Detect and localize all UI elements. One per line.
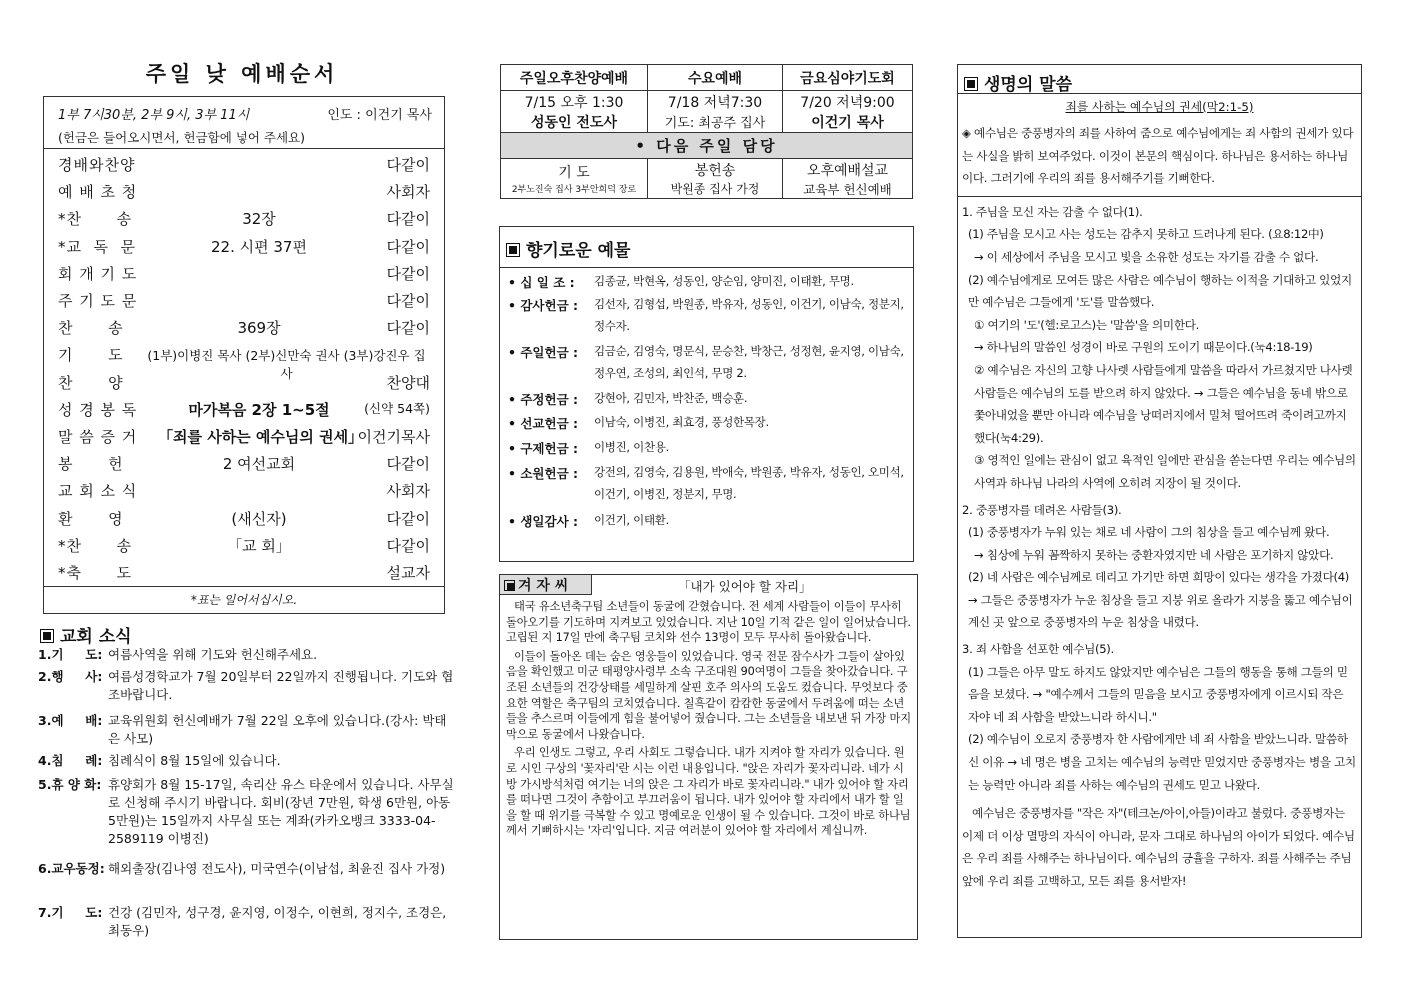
essay-body xyxy=(506,599,911,842)
news-item xyxy=(38,860,458,896)
worship-order-row xyxy=(58,287,430,313)
schedule-header: 수요예배 xyxy=(648,65,783,91)
order-item-name: *축 도 xyxy=(58,564,133,582)
order-item-person: 다같이 xyxy=(386,319,430,338)
square-bullet-icon xyxy=(40,629,54,643)
offerings-heading xyxy=(506,236,630,261)
worship-order-row xyxy=(58,369,430,395)
order-item-name: 기 도 xyxy=(58,346,124,365)
divider xyxy=(44,586,444,587)
offering-label-text: 주일헌금 : xyxy=(520,345,578,360)
essay-paragraph: 태국 유소년축구팀 소년들이 동굴에 갇혔습니다. 전 세계 사람들이 이들이 무사히 돌아오기를 기도하며 지켜보고 있었습니다. 지난 10일 기적 같은 일이 일어났습니다. 고립된 지 17일 만에 축구팀 코치와 선수 13명이 모두 무사히 돌아왔습니다. xyxy=(506,600,911,645)
order-item-content: 마가복음 2장 1~5절 xyxy=(188,400,330,419)
offering-names: 강전의, 김영숙, 김용원, 박애숙, 박원종, 박유자, 성동인, 오미석, 이건기, 이병진, 정분지, 무명. xyxy=(594,465,904,501)
offering-label-text: 선교헌금 : xyxy=(520,416,578,431)
order-item-content: 「교 회」 xyxy=(227,536,291,555)
word-subtitle: 죄를 사하는 예수님의 권세(막2:1-5) xyxy=(1065,100,1254,114)
order-item-person: 다같이 xyxy=(386,264,430,283)
order-item-person: 사회자 xyxy=(386,482,430,501)
offering-label-text: 감사헌금 : xyxy=(520,298,578,313)
news-item-label: 7.기 도: xyxy=(38,905,103,920)
news-title: 교회 소식 xyxy=(60,627,132,647)
offering-names: 이병진, 이찬용. xyxy=(594,440,669,454)
essay-box xyxy=(499,574,918,940)
news-item-label: 1.기 도: xyxy=(38,647,103,662)
order-item-person: 다같이 xyxy=(386,536,430,555)
divider xyxy=(500,267,913,268)
word-subpoint: ② 예수님은 자신의 고향 나사렛 사람들에게 말씀을 따라서 가르쳤지만 나사렛 사람들은 예수님의 도를 받으려 하지 않았다. → 그들은 예수님을 동네 밖으로 쫓아내었을 뿐만 아니라 예수님을 낭떠러지에서 밀쳐 떨어뜨려 죽이려고까지 했다(눅4:29). xyxy=(974,362,1353,445)
order-item-person: 다같이 xyxy=(386,156,430,174)
order-item-person: 다같이 xyxy=(386,292,430,310)
standing-note: *표는 일어서십시오. xyxy=(190,593,298,607)
word-point: (1) 중풍병자가 누워 있는 채로 네 사람이 그의 침상을 들고 예수님께 왔다. xyxy=(968,525,1330,540)
schedule-person: 이건기 목사 xyxy=(811,114,884,131)
essay-paragraph: 이들이 돌아온 데는 숨은 영웅들이 있었습니다. 영국 전문 잠수사가 그들이 살아있음을 확인했고 미군 태평양사령부 소속 구조대원 90여명이 그들을 찾아갔습니다. 구조된 소년들의 건강상태를 세밀하게 살핀 호주 의사의 도움도 컸습니다. 무엇보다 중요한 역할은 축구팀의 코치였습니다. 칠흑같이 캄캄한 동굴에서 두려움에 떠는 소년들을 추스르며 이들에게 힘을 불어넣어 줬습니다. 그는 소년들을 내보낸 뒤 가장 마지막으로 동굴에서 나왔습니다. xyxy=(506,649,911,741)
worship-order-row xyxy=(58,505,430,531)
offerings-title: 향기로운 예물 xyxy=(526,241,631,261)
worship-order-box xyxy=(43,96,445,614)
offering-label: • 선교헌금 : xyxy=(508,416,578,431)
order-item-content: (새신자) xyxy=(231,509,287,528)
news-item-text: 여름사역을 위해 기도와 헌신해주세요. xyxy=(108,647,318,662)
order-item-person: (신약 54쪽) xyxy=(364,400,430,416)
order-item-person: 다같이 xyxy=(386,237,430,256)
word-body xyxy=(958,122,1361,893)
word-heading xyxy=(964,70,1072,95)
worship-order-row xyxy=(58,477,430,503)
news-item-label: 6.교우동정: xyxy=(38,861,105,876)
news-item xyxy=(38,668,458,704)
order-item-person: 설교자 xyxy=(386,564,430,582)
order-item-name: 봉 헌 xyxy=(58,455,124,474)
word-point: (2) 예수님에게로 모여든 많은 사람은 예수님이 행하는 이적을 기대하고 있었지만 예수님은 그들에게 '도'를 말씀했다. xyxy=(968,272,1352,310)
order-item-name: 경배와찬양 xyxy=(58,156,136,174)
worship-order-row xyxy=(58,314,430,340)
order-item-name: *찬 송 xyxy=(58,210,133,229)
order-item-content: 「죄를 사하는 예수님의 권세」 xyxy=(158,428,364,446)
news-item-text: 건강 (김민자, 성구경, 윤지영, 이정수, 이현희, 정지수, 조경은, 최동우) xyxy=(108,905,447,938)
offering-names: 김금순, 김영숙, 명문식, 문승찬, 박창근, 성정현, 윤지영, 이남숙, 정우연, 조성의, 최인석, 무명 2. xyxy=(594,344,904,380)
news-item-text: 침례식이 8월 15일에 있습니다. xyxy=(108,753,281,768)
word-point: (2) 네 사람은 예수님께로 데리고 가기만 하면 희망이 있다는 생각을 가졌다(4) → 그들은 중풍병자가 누운 침상을 들고 지붕 위로 올라가 지붕을 뚫고 예수님이 계신 곳 앞으로 중풍병자의 누운 침상을 내렸다. xyxy=(968,570,1353,630)
word-intro: ◈ 예수님은 중풍병자의 죄를 사하여 줌으로 예수님에게는 죄 사함의 권세가 있다는 사실을 밝히 보여주었다. 이것이 본문의 핵심이다. 하나님은 용서하는 하나님이다. 그러기에 우리의 죄를 용서해주기를 기뻐한다. xyxy=(962,126,1354,186)
next-week-person: 2부노진숙 집사 3부안희덕 장로 xyxy=(511,185,637,195)
news-item xyxy=(38,752,458,770)
order-item-content: (1부)이병진 목사 (2부)신만숙 권사 (3부)강진우 집사 xyxy=(147,348,426,382)
news-heading xyxy=(40,622,132,647)
worship-times: 1부 7시30분, 2부 9시, 3부 11시 xyxy=(58,108,250,123)
offering-label-text: 생일감사 : xyxy=(520,514,578,529)
worship-order-row xyxy=(58,260,430,286)
order-item-name: *찬 송 xyxy=(58,536,133,555)
word-point: (1) 주님을 모시고 사는 성도는 감추지 못하고 드러나게 된다. (요8:12中) xyxy=(968,227,1324,242)
next-week-person: 교육부 헌신예배 xyxy=(803,181,892,197)
schedule-time: 7/15 오후 1:30 xyxy=(524,94,624,111)
worship-title: 주일 낮 예배순서 xyxy=(145,62,339,86)
essay-label: 겨 자 씨 xyxy=(518,578,569,594)
order-item-name: 찬 송 xyxy=(58,319,124,338)
worship-order-row xyxy=(58,396,430,422)
essay-paragraph: 우리 인생도 그렇고, 우리 사회도 그렇습니다. 내가 지켜야 할 자리가 있습니다. 원로 시인 구상의 '꽃자리'란 시는 이런 내용입니다. "앉은 자리가 꽃자리니라. 네가 시방 가시방석처럼 여기는 너의 앉은 그 자리가 바로 꽃자리니라." 내가 있어야 할 자리를 떠나면 그것이 추함이고 부끄러움이 됩니다. 내가 있어야 할 자리에서 내가 할 일을 할 때 위기를 극복할 수 있고 명예로운 인생이 될 수 있습니다. 그것이 바로 하나님께서 기뻐하시는 '자리'입니다. 지금 여러분이 있어야 할 자리에서 계십니까. xyxy=(506,746,911,838)
offering-names: 이남숙, 이병진, 최효경, 풍성한목장. xyxy=(594,415,769,429)
divider xyxy=(958,196,1361,197)
order-item-person: 다같이 xyxy=(386,210,430,229)
divider xyxy=(958,93,1361,94)
worship-order-row xyxy=(58,341,430,382)
essay-label-box xyxy=(500,575,592,595)
worship-leader: 인도 : 이건기 목사 xyxy=(327,108,432,123)
offering-names: 김종균, 박현옥, 성동인, 양순임, 양미진, 이태환, 무명. xyxy=(594,274,854,288)
order-item-person: 다같이 xyxy=(386,509,430,528)
schedule-header: 금요심야기도회 xyxy=(783,65,913,91)
word-section-heading: 3. 죄 사함을 선포한 예수님(5). xyxy=(962,642,1114,657)
schedule-header: 주일오후찬양예배 xyxy=(501,65,648,91)
offering-label: • 주정헌금 : xyxy=(508,392,578,407)
next-week-role: 봉헌송 xyxy=(694,163,736,179)
order-item-name: 회 개 기 도 xyxy=(58,264,138,283)
offering-names: 이건기, 이태환. xyxy=(594,513,669,527)
word-box xyxy=(957,64,1362,938)
offering-label: • 감사헌금 : xyxy=(508,298,578,313)
news-item-label: 4.침 례: xyxy=(38,753,103,768)
order-item-name: 예 배 초 청 xyxy=(58,183,138,202)
essay-title: 「내가 있어야 할 자리」 xyxy=(678,579,812,594)
order-item-person: 사회자 xyxy=(386,183,430,202)
worship-order-row xyxy=(58,233,430,259)
offering-label: • 십 일 조 : xyxy=(508,275,575,290)
next-week-cell xyxy=(501,159,648,199)
news-item xyxy=(38,712,458,748)
news-item-label: 5.휴 양 화: xyxy=(38,777,102,792)
worship-order-row xyxy=(58,532,430,558)
offering-label: • 구제헌금 : xyxy=(508,441,578,456)
news-item-label: 3.예 배: xyxy=(38,713,103,728)
offering-label: • 주일헌금 : xyxy=(508,345,578,360)
next-week-person: 박원종 집사 가정 xyxy=(670,182,760,196)
schedule-person: 기도: 최공주 집사 xyxy=(664,116,766,131)
next-week-title: • 다음 주일 담당 xyxy=(501,133,913,159)
word-subpoint: → 이 세상에서 주님을 모시고 빛을 소유한 성도는 자기를 감출 수 없다. xyxy=(974,249,1319,264)
word-point: (2) 예수님이 오로지 중풍병자 한 사람에게만 네 죄 사함을 받았느니라. 말씀하신 이유 → 네 명은 병을 고치는 예수님의 능력만 믿었지만 중풍병자는 병을 고치는 능력만 아니라 죄를 사하는 예수님의 권세도 믿고 나왔다. xyxy=(968,732,1356,792)
offering-label-text: 구제헌금 : xyxy=(520,441,578,456)
order-item-name: 교 회 소 식 xyxy=(58,482,138,501)
next-week-role: 기 도 xyxy=(558,165,590,181)
schedule-table xyxy=(500,64,913,199)
word-section-heading: 2. 중풍병자를 데려온 사람들(3). xyxy=(962,502,1122,517)
news-item-text: 휴양회가 8월 15-17일, 속리산 유스 타운에서 있습니다. 사무실로 신청해 주시기 바랍니다. 회비(장년 7만원, 학생 6만원, 아동 5만원)는 15일까지 사무실 또는 계좌(카카오뱅크 3333-04-2589119 이병진) xyxy=(108,777,454,846)
worship-order-row xyxy=(58,178,430,204)
news-item-text: 교육위원회 헌신예배가 7월 22일 오후에 있습니다.(강사: 박태은 사모) xyxy=(108,713,447,746)
offering-label: • 소원헌금 : xyxy=(508,466,578,481)
square-bullet-icon xyxy=(504,580,515,591)
word-point: (1) 그들은 아무 말도 하지도 않았지만 예수님은 그들의 행동을 통해 그들의 믿음을 보셨다. → "예수께서 그들의 믿음을 보시고 중풍병자에게 이르시되 작은 자야 네 죄 사함을 받았느니라 하시니." xyxy=(968,664,1348,724)
word-title: 생명의 말씀 xyxy=(984,75,1073,95)
order-item-content: 369장 xyxy=(237,319,281,338)
next-week-cell xyxy=(648,159,783,199)
news-item xyxy=(38,776,458,848)
news-item-text: 여름성경학교가 7월 20일부터 22일까지 진행됩니다. 기도와 협조바랍니다. xyxy=(108,669,454,702)
order-item-person: 이건기목사 xyxy=(357,428,430,446)
offering-names: 강현아, 김민자, 박찬준, 백승훈. xyxy=(594,391,748,405)
schedule-cell xyxy=(501,91,648,133)
order-item-name: 찬 양 xyxy=(58,373,124,392)
schedule-cell xyxy=(783,91,913,133)
order-item-content: 2 여선교회 xyxy=(222,455,296,474)
offering-names: 김선자, 김형섭, 박원종, 박유자, 성동인, 이건기, 이남숙, 정분지, 정수자. xyxy=(594,297,904,333)
offering-label-text: 소원헌금 : xyxy=(520,466,578,481)
order-item-name: 말 씀 증 거 xyxy=(58,428,138,446)
worship-order-row xyxy=(58,423,430,449)
news-item xyxy=(38,904,458,940)
word-subpoint: ③ 영적인 일에는 관심이 없고 육적인 일에만 관심을 쏟는다면 우리는 예수님의 사역과 하나님 나라의 사역에 오히려 지장이 될 것이다. xyxy=(974,453,1356,490)
order-item-content: 32장 xyxy=(242,210,276,229)
word-subpoint: ① 여기의 '도'(헬:로고스)는 '말씀'을 의미한다. xyxy=(974,317,1200,332)
word-subpoint: → 하나님의 말씀인 성경이 바로 구원의 도이기 때문이다.(눅4:18-19) xyxy=(974,340,1313,355)
worship-order-row xyxy=(58,151,430,177)
order-item-name: 환 영 xyxy=(58,509,124,528)
order-item-name: 성 경 봉 독 xyxy=(58,400,138,419)
offering-label-text: 십 일 조 : xyxy=(520,275,575,290)
square-bullet-icon xyxy=(964,77,978,91)
schedule-time: 7/18 저녁7:30 xyxy=(667,95,763,111)
order-item-person: 찬양대 xyxy=(386,373,430,392)
offering-note: (헌금은 들어오시면서, 헌금함에 넣어 주세요) xyxy=(58,130,305,145)
schedule-person: 성동인 전도사 xyxy=(530,114,618,131)
square-bullet-icon xyxy=(506,243,520,257)
news-item-text: 해외출장(김나영 전도사), 미국연수(이남섭, 최윤진 집사 가정) xyxy=(108,861,446,876)
divider xyxy=(44,148,444,149)
worship-order-row xyxy=(58,450,430,476)
offering-label-text: 주정헌금 : xyxy=(520,392,578,407)
order-item-person: 다같이 xyxy=(386,455,430,474)
offering-label: • 생일감사 : xyxy=(508,514,578,529)
next-week-cell xyxy=(783,159,913,199)
order-item-name: *교 독 문 xyxy=(58,237,137,256)
word-conclusion: 예수님은 중풍병자를 "작은 자"(테크논/아이,아들)이라고 불렀다. 중풍병자는 이제 더 이상 멸망의 자식이 아니라, 문자 그대로 하나님의 아이가 되었다. 예수님은 우리 죄를 사해주는 하나님이다. 예수님의 긍휼을 구하자. 죄를 사해주는 주님 앞에 우리 죄를 고백하고, 모든 죄를 용서받자! xyxy=(962,806,1355,888)
order-item-content: 22. 시편 37편 xyxy=(211,237,307,256)
worship-order-row xyxy=(58,559,430,585)
schedule-cell xyxy=(648,91,783,133)
word-section-heading: 1. 주님을 모신 자는 감출 수 없다(1). xyxy=(962,204,1143,219)
worship-order-row xyxy=(58,205,430,231)
next-week-role: 오후예배설교 xyxy=(806,162,889,179)
word-subpoint: → 침상에 누워 꼼짝하지 못하는 중환자였지만 네 사람은 포기하지 않았다. xyxy=(974,547,1334,562)
schedule-time: 7/20 저녁9:00 xyxy=(800,94,895,111)
order-item-name: 주 기 도 문 xyxy=(58,292,138,310)
news-item xyxy=(38,646,458,664)
offerings-box xyxy=(499,226,914,562)
news-item-label: 2.행 사: xyxy=(38,669,103,684)
